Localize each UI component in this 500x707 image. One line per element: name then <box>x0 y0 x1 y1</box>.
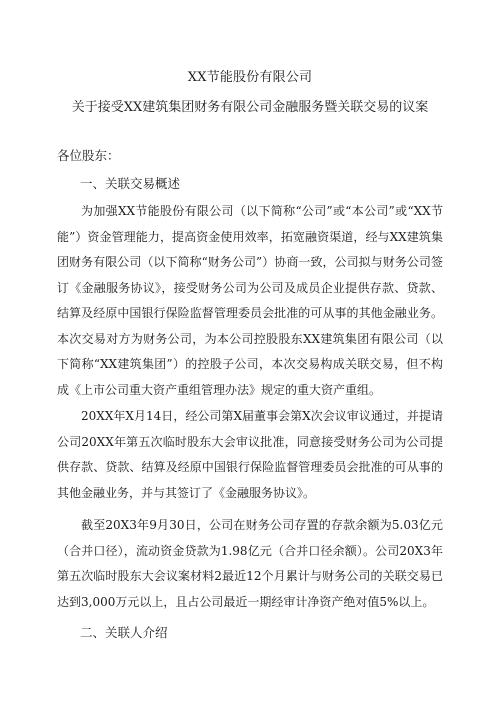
company-title: XX节能股份有限公司 <box>187 70 313 85</box>
paragraph-overview: 为加强XX节能股份有限公司（以下简称“公司”或“本公司”或“XX节能”）资金管理能力，提高资金使用效率，拓宽融资渠道，经与XX建筑集团财务有限公司（以下简称“财务公司”）协商一致，公司拟与财务公司签订《金融服务协议》，接受财务公司为公司及成员企业提供存款、贷款、结算及经原中国银行保险监督管理委员会批准的可从事的其他金融业务。本次交易对方为财务公司，为本公司控股股东XX建筑集团有限公司（以下简称“XX建筑集团”）的控股子公司，本次交易构成关联交易，但不构成《上市公司重大资产重组管理办法》规定的重大资产重组。 <box>57 204 443 397</box>
salutation: 各位股东： <box>57 148 120 163</box>
paragraph-balances: 截至20X3年9月30日，公司在财务公司存置的存款余额为5.03亿元（合并口径），流动资金贷款为1.98亿元（合并口径余额）。公司20X3年第五次临时股东大会议案材料2最近12个月累计与财务公司的关联交易已达到3,000万元以上，且占公司最近一期经审计净资产绝对值5%以上。 <box>57 518 443 609</box>
paragraph-board-approval: 20XX年X月14日，经公司第X届董事会第X次会议审议通过，并提请公司20XX年第五次临时股东大会审议批准，同意接受财务公司为公司提供存款、贷款、结算及经原中国银行保险监督管理委员会批准的可从事的其他金融业务，并与其签订了《金融服务协议》。 <box>57 409 443 500</box>
section-heading-related-party: 二、关联人介绍 <box>80 625 168 640</box>
section-heading-overview: 一、关联交易概述 <box>80 176 181 191</box>
proposal-title: 关于接受XX建筑集团财务有限公司金融服务暨关联交易的议案 <box>71 100 429 115</box>
